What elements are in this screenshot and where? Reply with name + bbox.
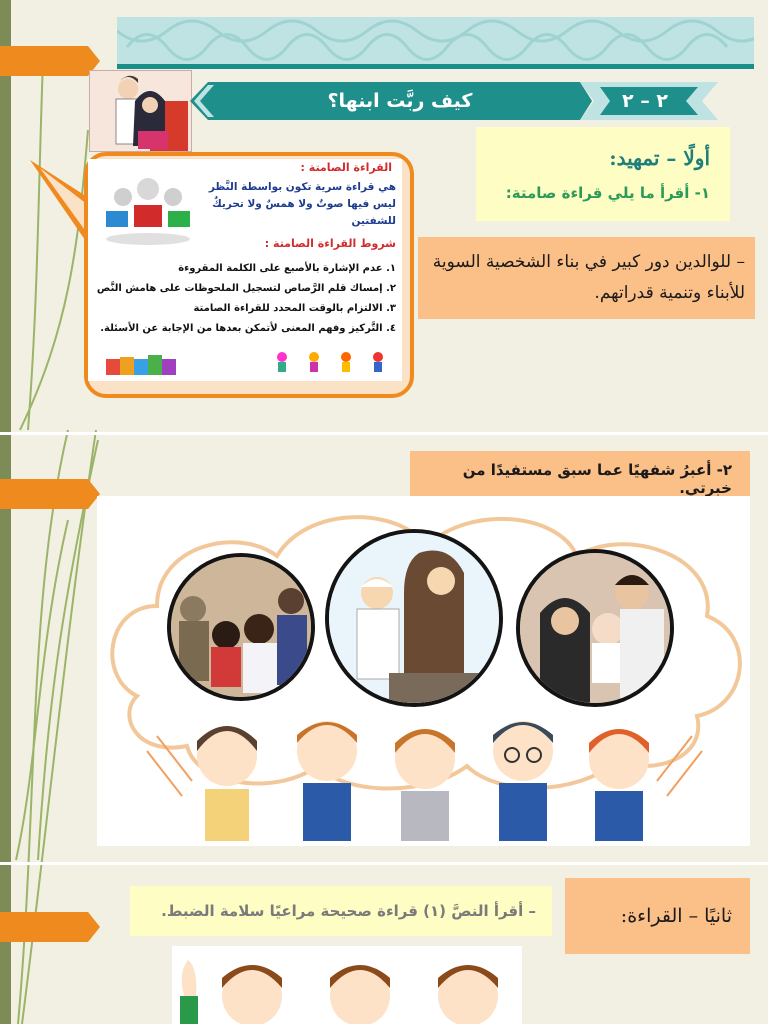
section-divider [0, 432, 768, 435]
condition-item: ٤. التَّركيز وفهم المعنى لأتمكن بعدها من الإجابة عن الأسئلة. [100, 323, 396, 334]
mother-son-praying-illustration [325, 529, 503, 707]
child-girl-gray [395, 729, 455, 841]
calligraphy-banner [117, 17, 754, 65]
card-definition: هي قراءة سرية تكون بواسطة النَّظر ليس فيها صوتٌ ولا همسٌ ولا تحريكٌ للشفتين [208, 181, 396, 227]
cartoon-children [187, 711, 667, 841]
card-conditions-list [94, 259, 396, 339]
reading-figure-icon [98, 177, 198, 247]
child-girl-wink [197, 726, 257, 841]
decorative-grass-stems [8, 0, 103, 1024]
card-conditions-title: شروط القراءة الصامتة : [264, 237, 396, 250]
family-homework-photo [167, 553, 315, 701]
condition-item: ٢. إمساك قلم الرَّصاص لتسجيل الملحوظات على هامش النَّص [96, 283, 396, 294]
books-and-kids-strip [102, 349, 392, 377]
child-boy-blue [297, 721, 357, 841]
card-title: القراءة الصامتة : [300, 161, 392, 174]
section-divider [0, 862, 768, 865]
lesson-title: كيف ربَّت ابنها؟ [327, 90, 473, 112]
task-silent-reading: ١- أقرأ ما يلي قراءة صامتة: [505, 184, 710, 202]
section-heading-intro: أولًا – تمهيد: [609, 146, 710, 170]
condition-item: ٣. الالتزام بالوقت المحدد للقراءة الصامتة [193, 303, 396, 314]
parents-role-statement-box [418, 237, 755, 319]
orange-arrow-tab [0, 479, 100, 509]
orange-arrow-tab [0, 912, 100, 942]
banner-underline [117, 64, 754, 69]
task-oral-expression: ٢- أعبرُ شفهيًا عما سبق مستفيدًا من خبرتي. [462, 460, 732, 497]
parents-role-statement: – للوالدين دور كبير في بناء الشخصية السوية للأبناء وتنمية قدراتهم. [432, 252, 745, 303]
section-heading-reading: ثانيًا – القراءة: [620, 905, 732, 927]
child-girl-orange [589, 729, 649, 841]
reading-instruction-box [130, 886, 552, 936]
intro-box [476, 127, 730, 221]
lesson-number: ٢ – ٢ [622, 90, 668, 112]
reading-heading-box [565, 878, 750, 954]
mother-son-illustration [89, 70, 192, 152]
parents-with-baby-photo [516, 549, 674, 707]
reading-instruction: – أقرأ النصَّ (١) قراءة صحيحة مراعيًا سلامة الضبط. [161, 902, 536, 920]
family-illustration [97, 496, 750, 846]
orange-arrow-tab [0, 46, 100, 76]
silent-reading-card-content [88, 159, 402, 381]
speech-bubble-tail [30, 160, 92, 250]
cartoon-boys-row [172, 946, 522, 1024]
child-boy-glasses [493, 721, 553, 841]
condition-item: ١. عدم الإشارة بالأصبع على الكلمة المقروءة [178, 263, 396, 274]
